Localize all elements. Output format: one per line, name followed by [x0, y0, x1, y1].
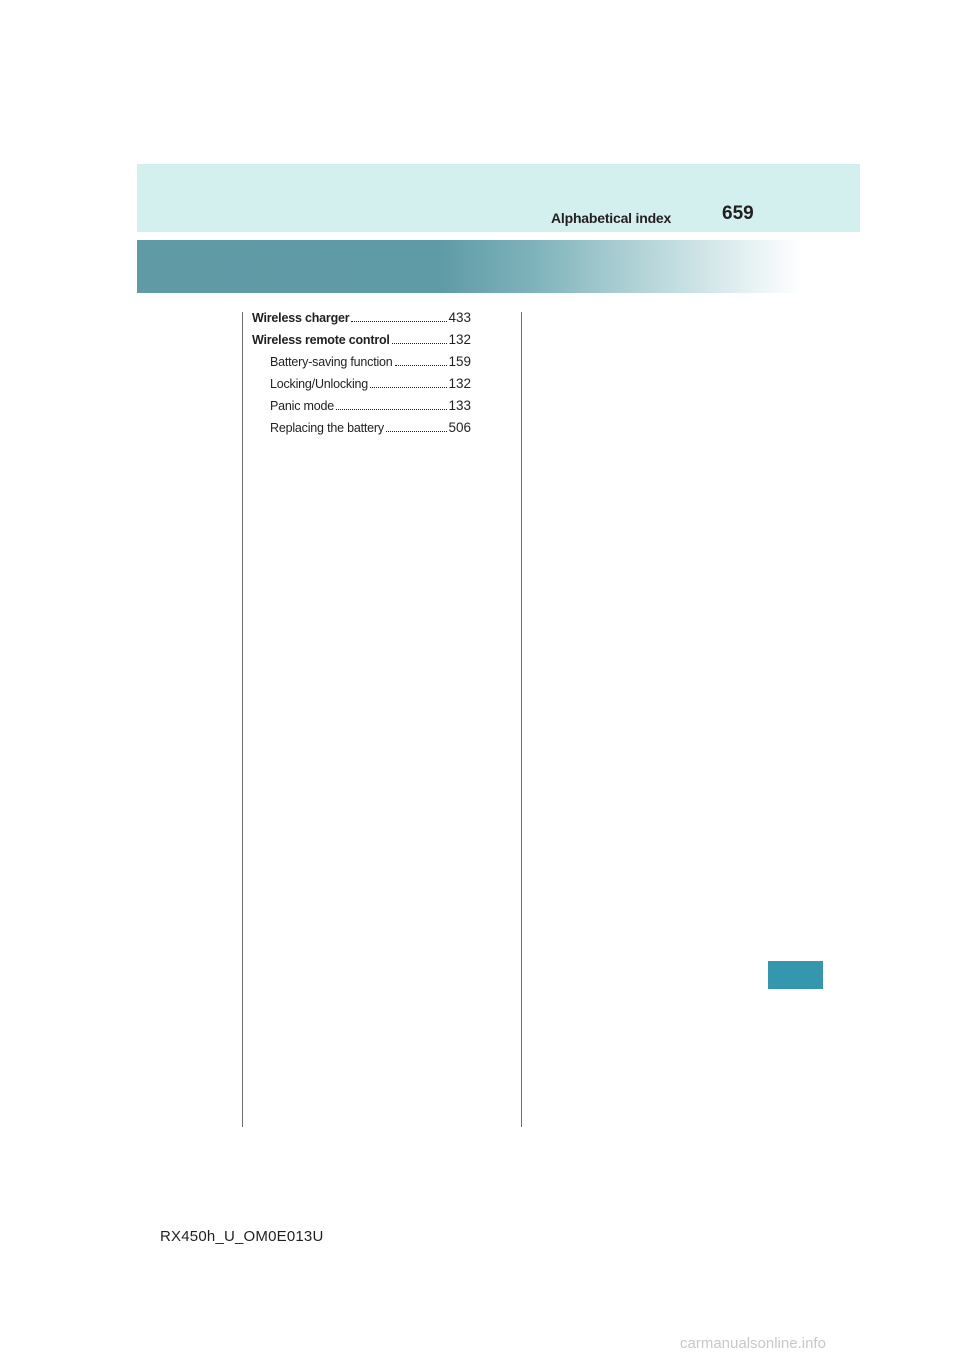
column-divider-left [242, 312, 243, 1127]
index-subentry[interactable] [252, 395, 471, 417]
section-tab-marker [768, 961, 823, 989]
index-term: Locking/Unlocking [270, 377, 369, 391]
index-term: Battery-saving function [270, 355, 393, 369]
index-list [252, 307, 471, 439]
index-subentry[interactable] [252, 373, 471, 395]
index-term: Panic mode [270, 399, 335, 413]
index-subentry[interactable] [252, 417, 471, 439]
dot-leader [351, 321, 447, 322]
dot-leader [392, 343, 448, 344]
index-page-ref[interactable]: 159 [448, 354, 471, 369]
model-code-footer: RX450h_U_OM0E013U [160, 1228, 324, 1245]
gradient-title-bar [137, 240, 860, 293]
index-entry[interactable] [252, 307, 471, 329]
index-page-ref[interactable]: 132 [448, 376, 471, 391]
dot-leader [370, 387, 447, 388]
index-page-ref[interactable]: 132 [448, 332, 471, 347]
index-term: Replacing the battery [270, 421, 384, 435]
index-entry[interactable] [252, 329, 471, 351]
index-page-ref[interactable]: 506 [448, 420, 471, 435]
index-page-ref[interactable]: 433 [448, 310, 471, 325]
index-page-ref[interactable]: 133 [448, 398, 471, 413]
watermark: carmanualsonline.info [680, 1335, 826, 1352]
column-divider-right [521, 312, 522, 1127]
section-title: Alphabetical index [551, 210, 672, 226]
index-term: Wireless remote control [252, 333, 390, 347]
page-number: 659 [722, 203, 754, 224]
index-term: Wireless charger [252, 311, 350, 325]
index-subentry[interactable] [252, 351, 471, 373]
dot-leader [386, 431, 448, 432]
dot-leader [395, 365, 448, 366]
dot-leader [336, 409, 447, 410]
